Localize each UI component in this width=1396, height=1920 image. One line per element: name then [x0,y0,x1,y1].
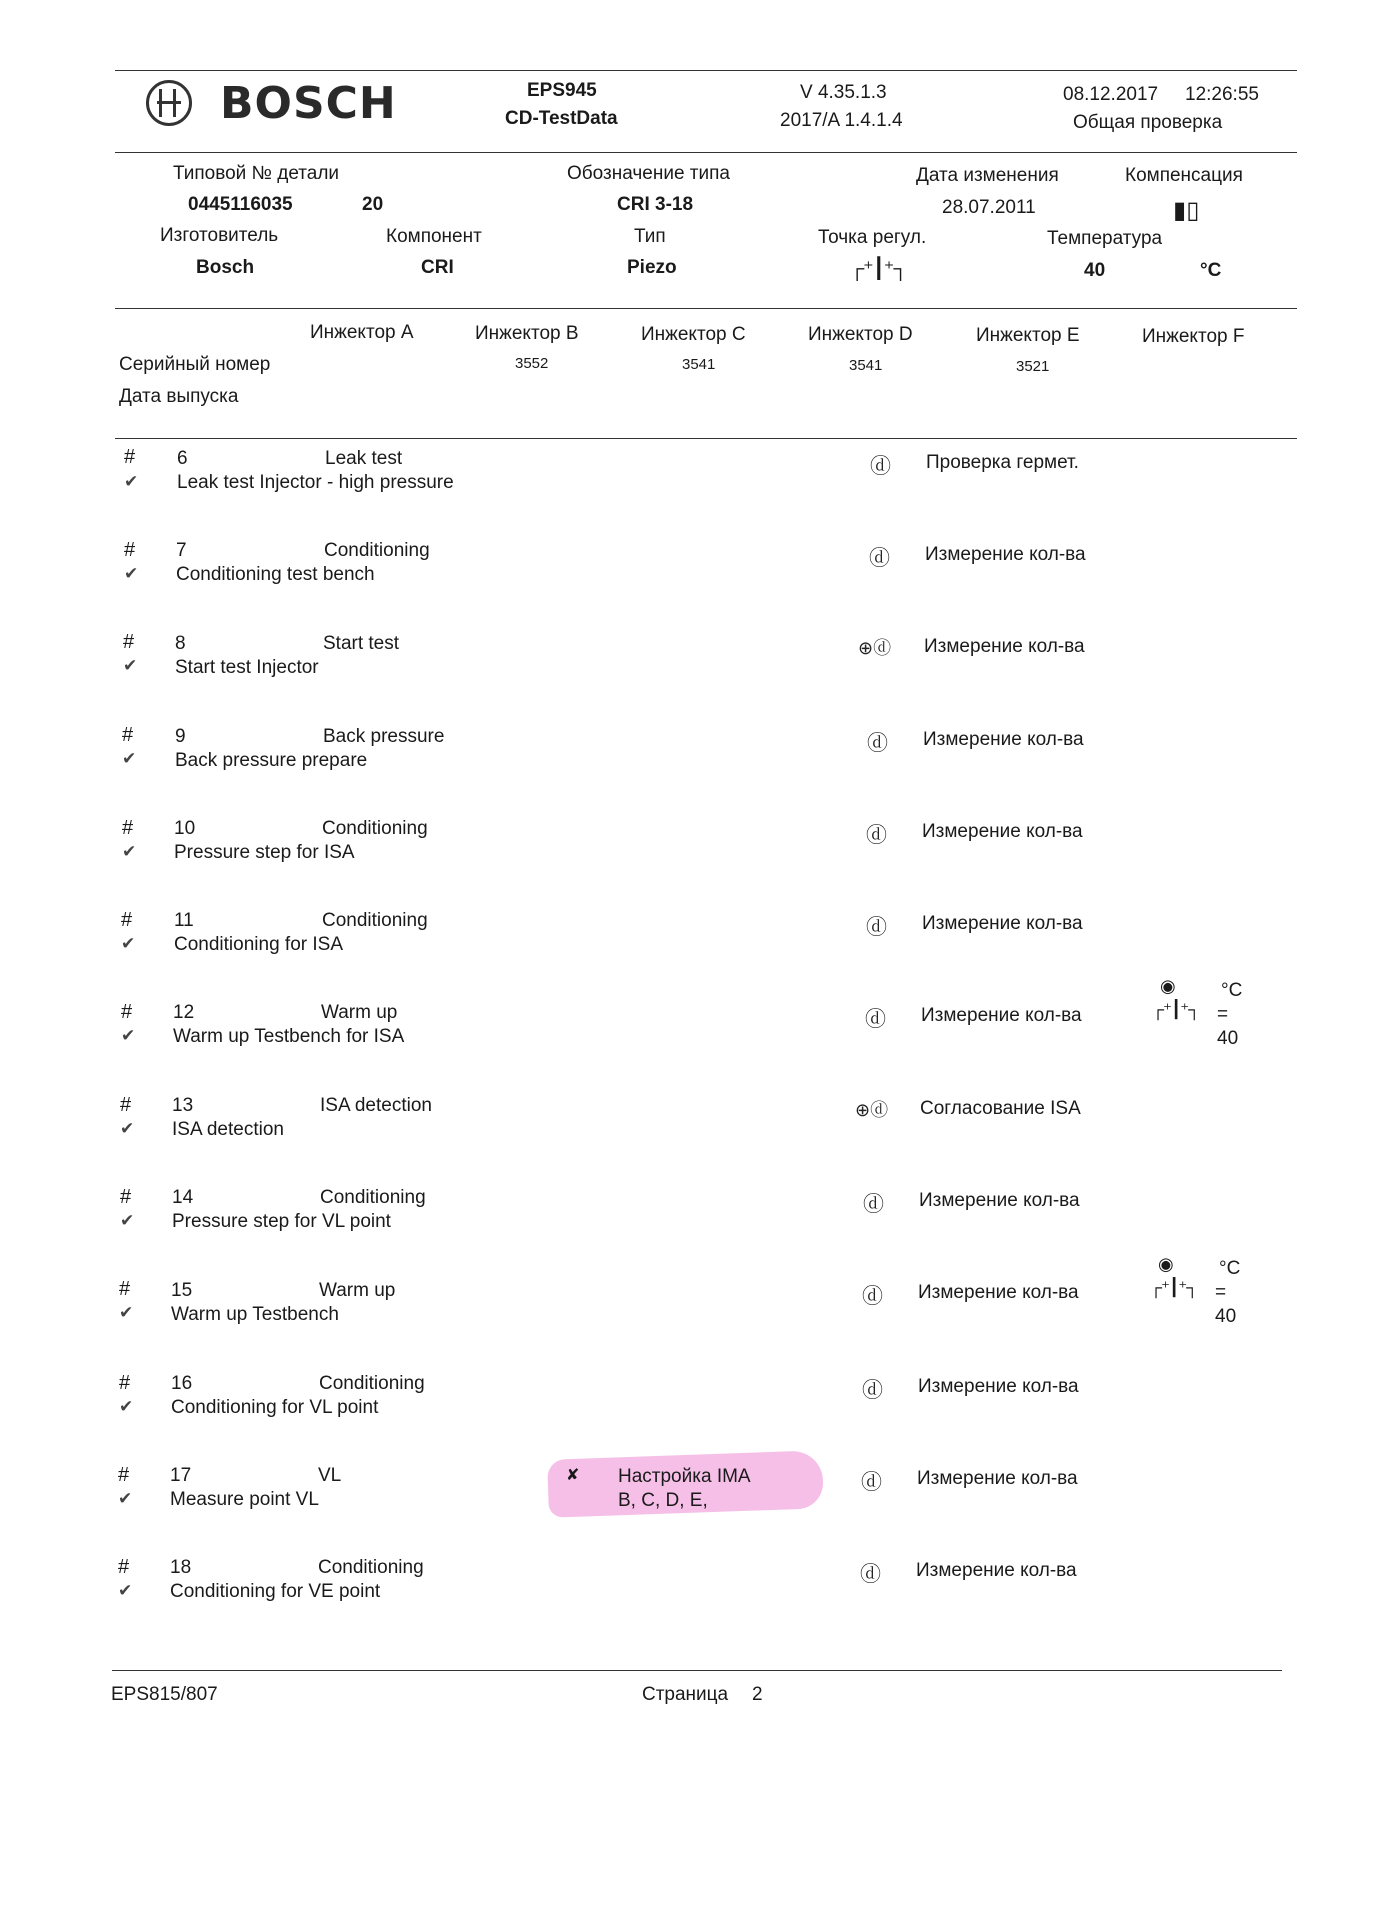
step-name: Warm up [321,1002,398,1023]
step-number: 16 [171,1373,193,1394]
check-icon: ✔ [121,934,136,953]
temp-unit: °C [1221,980,1243,1001]
measure-icon: ⓓ [867,732,888,755]
product-sub: CD-TestData [505,108,618,129]
check-icon: ✔ [120,1119,135,1138]
type-no-label: Типовой № детали [173,163,340,184]
step-name: Back pressure [323,726,445,747]
check-icon: ✔ [119,1303,134,1322]
step-number: 10 [174,818,196,839]
check-icon: ✔ [123,656,138,675]
footer-device: EPS815/807 [111,1684,218,1705]
step-desc: Measure point VL [170,1489,319,1510]
software-version: V 4.35.1.3 [800,82,887,103]
injector-b-header: Инжектор B [475,323,579,344]
measure-icon: ⓓ [862,1379,883,1402]
step-action: Проверка гермет. [926,452,1079,473]
compensation-label: Компенсация [1125,165,1243,186]
hash-mark: # [124,539,136,561]
product-name: EPS945 [527,80,597,101]
adjust-point-icon: ┌⁺┃⁺┐ [1152,1000,1200,1019]
step-action: Измерение кол-ва [924,636,1085,657]
step-desc: Conditioning test bench [176,564,375,585]
component-label: Компонент [386,226,482,247]
step-name: Conditioning [322,910,428,931]
step-action: Измерение кол-ва [919,1190,1080,1211]
serial-b: 3552 [515,355,549,372]
hash-mark: # [120,1186,132,1208]
check-icon: ✔ [118,1581,133,1600]
step-action: Измерение кол-ва [917,1468,1078,1489]
step-desc: ISA detection [172,1119,284,1140]
kind: Piezo [627,257,677,278]
serial-label: Серийный номер [119,354,271,375]
release-label: Дата выпуска [119,386,239,407]
footer-page-label: Страница [642,1684,729,1705]
step-name: Warm up [319,1280,396,1301]
hash-mark: # [118,1464,130,1486]
hash-mark: # [123,631,135,653]
step-action: Согласование ISA [920,1098,1081,1119]
adjust-point-icon: ┌⁺┃⁺┐ [850,258,907,280]
step-number: 17 [170,1465,192,1486]
step-desc: Conditioning for ISA [174,934,343,955]
designation-label: Обозначение типа [567,163,730,184]
step-name: Conditioning [318,1557,424,1578]
temp-unit: °C [1219,1258,1241,1279]
measure-icon: ⓓ [862,1285,883,1308]
change-date-label: Дата изменения [916,165,1059,186]
adjust-point-icon: ┌⁺┃⁺┐ [1150,1278,1198,1297]
hash-mark: # [122,817,134,839]
type-no-suffix: 20 [362,194,384,215]
step-name: Conditioning [319,1373,425,1394]
maker-label: Изготовитель [160,225,279,246]
change-date: 28.07.2011 [942,197,1036,218]
software-version-sub: 2017/A 1.4.1.4 [780,110,903,131]
step-name: Conditioning [322,818,428,839]
step-number: 6 [177,448,188,469]
step-action: Измерение кол-ва [921,1005,1082,1026]
bosch-logo-icon [146,80,192,126]
measure-icon: ⓓ [860,1563,881,1586]
handwritten-note-line2: B, C, D, E, [618,1490,708,1511]
hash-mark: # [118,1556,130,1578]
check-icon: ✔ [118,1489,133,1508]
measure-icon: ⓓ [865,1008,886,1031]
step-action: Измерение кол-ва [922,821,1083,842]
serial-c: 3541 [682,356,716,373]
step-number: 12 [173,1002,195,1023]
adjust-point-label: Точка регул. [818,227,927,248]
step-desc: Pressure step for VL point [172,1211,391,1232]
temp-value: 40 [1215,1306,1237,1327]
step-desc: Back pressure prepare [175,750,368,771]
designation: CRI 3-18 [617,194,694,215]
measure-icon: ⓓ [869,547,890,570]
step-desc: Pressure step for ISA [174,842,355,863]
maker: Bosch [196,257,255,278]
measure-icon: ⓓ [863,1193,884,1216]
hash-mark: # [121,1001,133,1023]
double-measure-icon: ⊕ⓓ [858,638,892,658]
check-icon: ✔ [124,472,139,491]
temp-value: 40 [1217,1028,1239,1049]
step-number: 18 [170,1557,192,1578]
hash-mark: # [122,724,134,746]
step-name: Conditioning [324,540,430,561]
temperature-value: 40 [1084,260,1106,281]
step-number: 7 [176,540,187,561]
print-time: 12:26:55 [1185,84,1259,105]
injector-c-header: Инжектор C [641,324,746,345]
step-desc: Conditioning for VE point [170,1581,381,1602]
step-desc: Conditioning for VL point [171,1397,379,1418]
step-desc: Start test Injector [175,657,319,678]
step-action: Измерение кол-ва [923,729,1084,750]
type-no: 0445116035 [188,194,293,215]
step-name: ISA detection [320,1095,432,1116]
hash-mark: # [121,909,133,931]
check-icon: ✔ [124,564,139,583]
double-measure-icon: ⊕ⓓ [855,1100,889,1120]
step-name: VL [318,1465,342,1486]
measure-icon: ⓓ [866,824,887,847]
test-mode: Общая проверка [1073,112,1223,133]
check-icon: ✔ [122,842,137,861]
thermometer-icon: ◉ [1158,1254,1174,1274]
step-action: Измерение кол-ва [918,1376,1079,1397]
step-number: 9 [175,726,186,747]
handwritten-note-line1: Настройка IMA [618,1466,751,1487]
temperature-unit: °C [1200,260,1222,281]
step-action: Измерение кол-ва [922,913,1083,934]
injector-f-header: Инжектор F [1142,326,1245,347]
temperature-label: Температура [1047,228,1163,249]
brand-logo-text: BOSCH [220,78,397,129]
component: CRI [421,257,454,278]
step-number: 8 [175,633,186,654]
step-action: Измерение кол-ва [916,1560,1077,1581]
kind-label: Тип [634,226,666,247]
measure-icon: ⓓ [866,916,887,939]
compensation-icon: ▮▯ [1173,197,1200,224]
check-icon: ✔ [119,1397,134,1416]
check-icon: ✔ [121,1026,136,1045]
temp-equals: = [1215,1282,1227,1303]
thermometer-icon: ◉ [1160,976,1176,996]
injector-a-header: Инжектор A [310,322,414,343]
step-action: Измерение кол-ва [925,544,1086,565]
hash-mark: # [120,1094,132,1116]
injector-e-header: Инжектор E [976,325,1080,346]
measure-icon: ⓓ [861,1471,882,1494]
step-number: 15 [171,1280,193,1301]
check-icon: ✔ [120,1211,135,1230]
print-date: 08.12.2017 [1063,84,1159,105]
measure-icon: ⓓ [870,455,891,478]
serial-d: 3541 [849,357,883,374]
serial-e: 3521 [1016,358,1050,375]
hash-mark: # [119,1278,131,1300]
temp-equals: = [1217,1004,1229,1025]
step-number: 13 [172,1095,194,1116]
injector-d-header: Инжектор D [808,324,913,345]
step-desc: Leak test Injector - high pressure [177,472,454,493]
check-icon: ✔ [122,749,137,768]
step-desc: Warm up Testbench for ISA [173,1026,405,1047]
step-number: 11 [174,910,194,931]
footer-page-number: 2 [752,1684,763,1705]
step-number: 14 [172,1187,194,1208]
step-name: Start test [323,633,400,654]
step-name: Conditioning [320,1187,426,1208]
step-action: Измерение кол-ва [918,1282,1079,1303]
step-name: Leak test [325,448,403,469]
hash-mark: # [119,1372,131,1394]
hash-mark: # [124,446,136,468]
cross-icon: ✘ [566,1467,580,1484]
step-desc: Warm up Testbench [171,1304,339,1325]
